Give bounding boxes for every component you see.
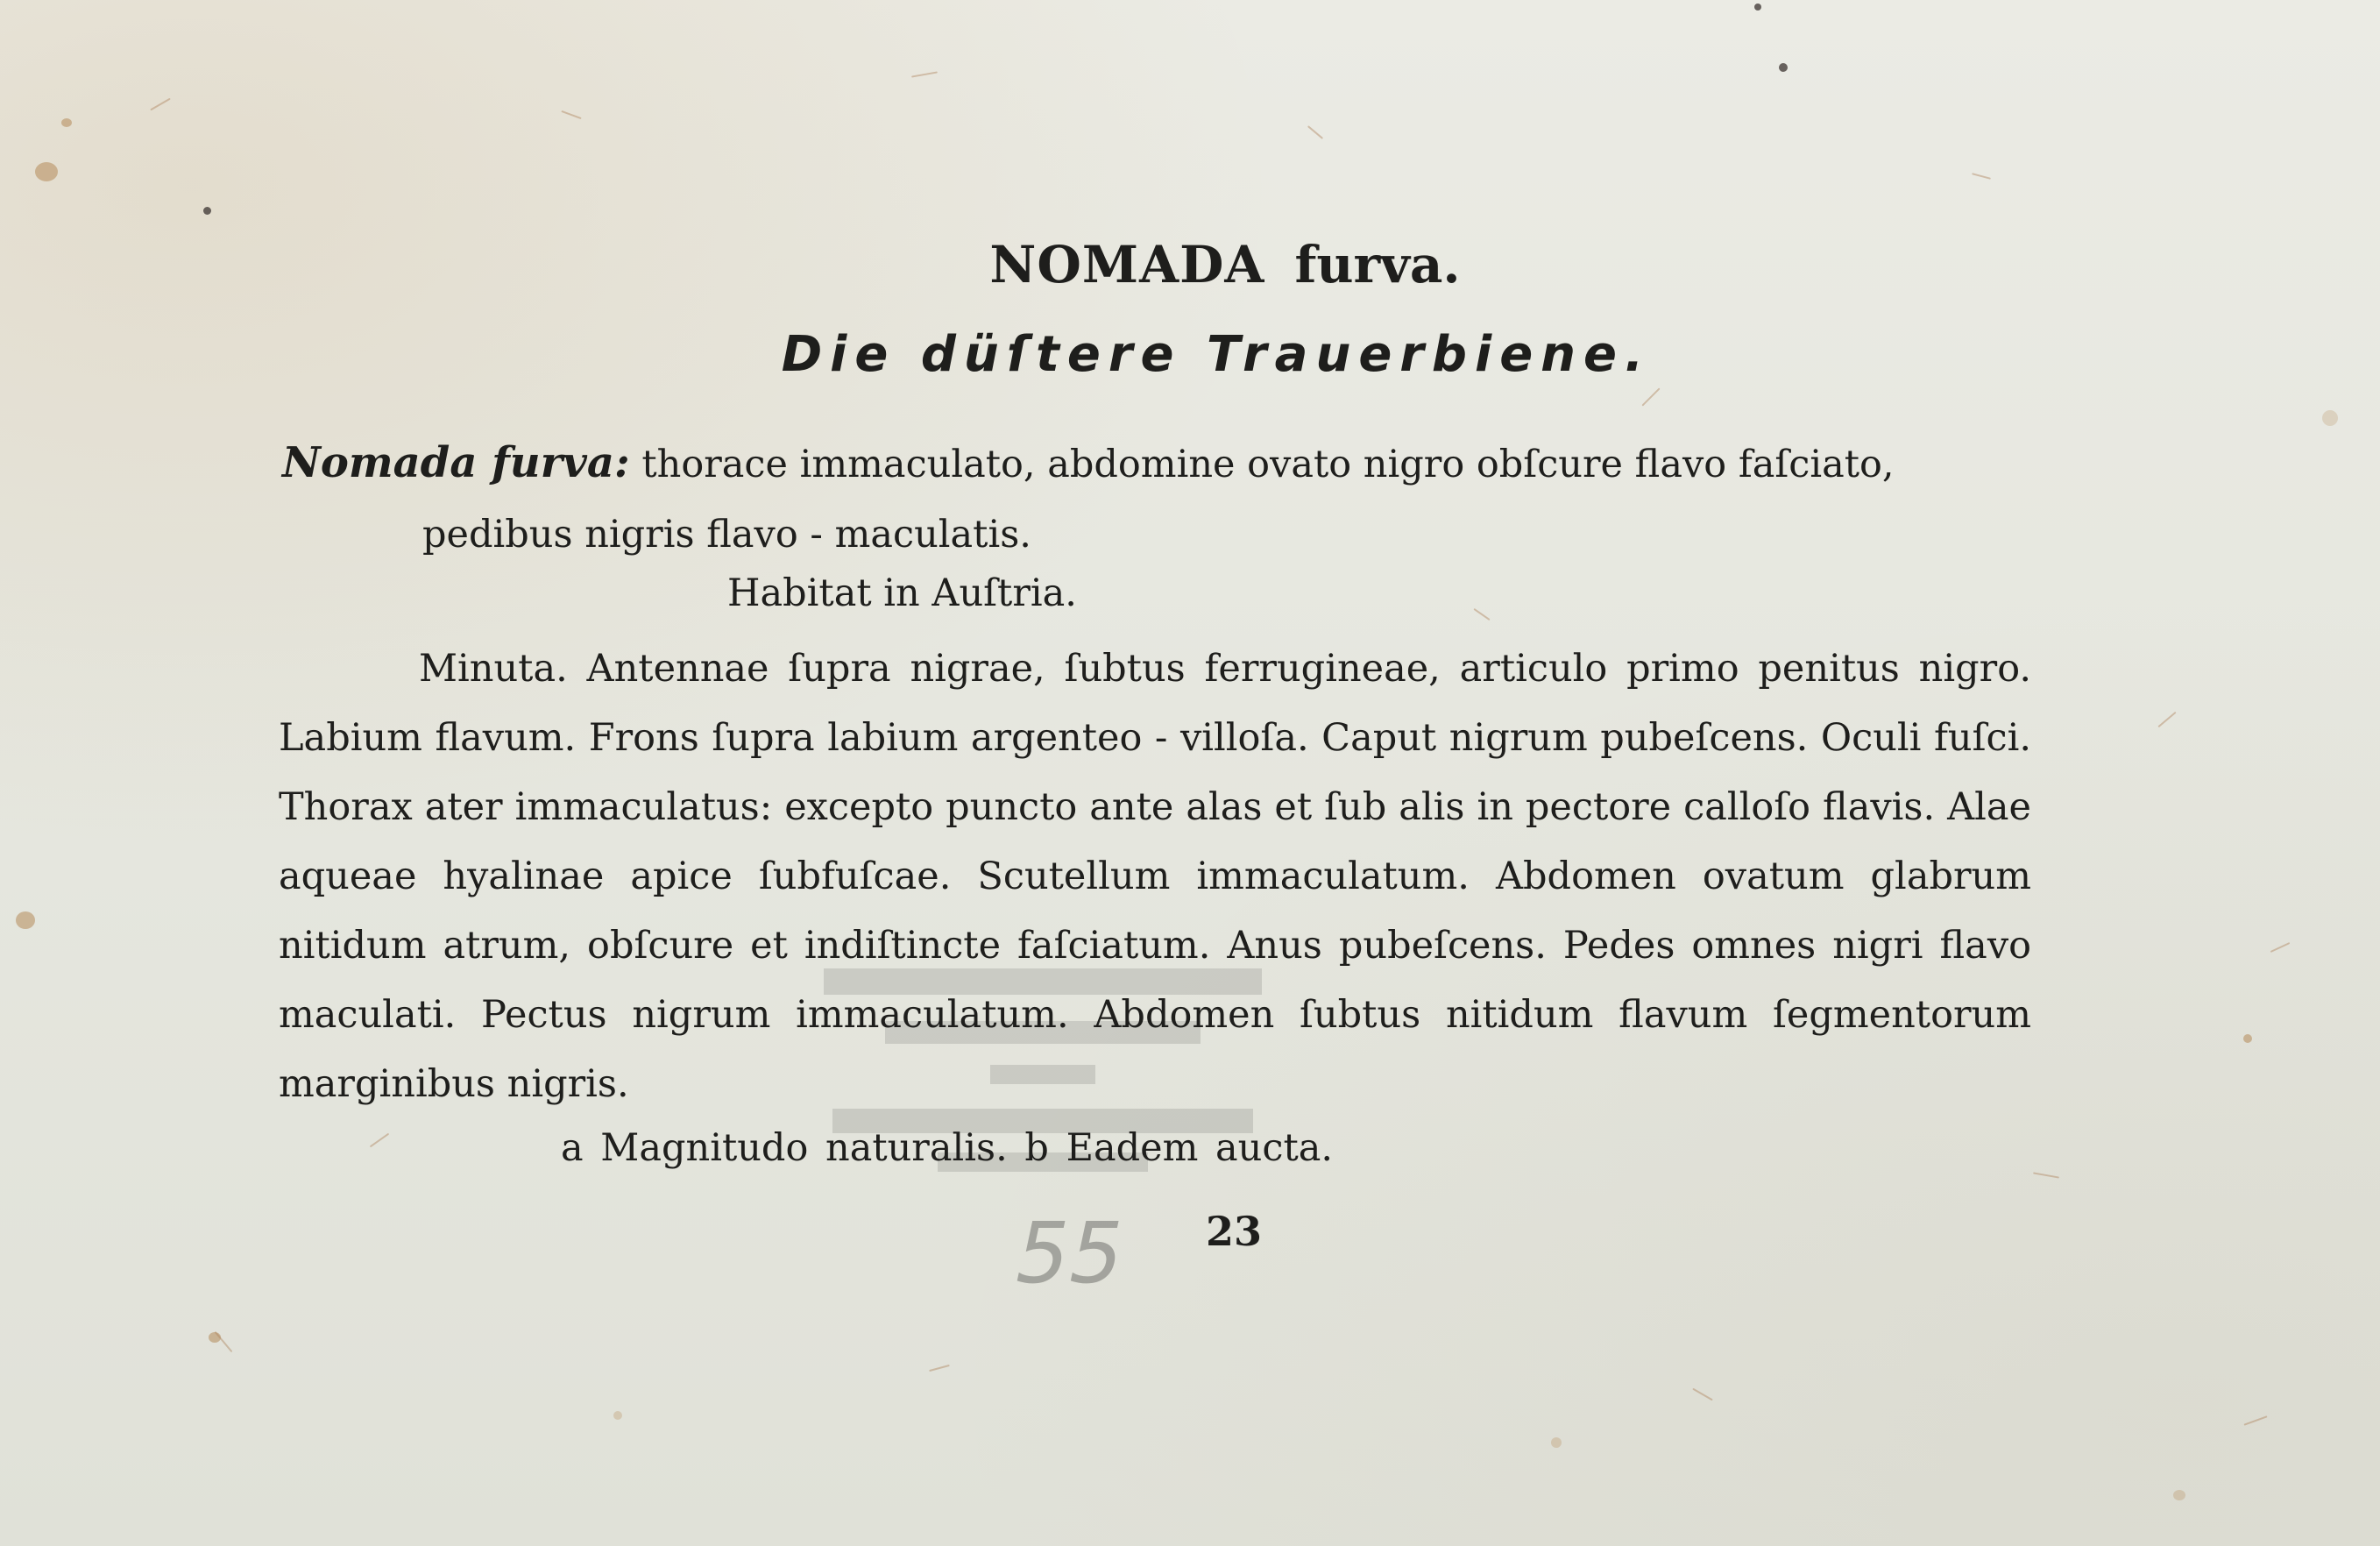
paper-foxing-spot (61, 118, 72, 127)
paper-fiber (2244, 1415, 2268, 1425)
paper-fiber (1473, 608, 1490, 621)
description-paragraph: Minuta. Antennae ſupra nigrae, ſubtus ferrugineae, articulo primo penitus nigro. Labium flavum. Frons ſupra labium argenteo - villoſa. Caput nigrum pubeſcens. Oculi fuſci. Thorax ater immaculatus: excepto puncto ante alas et ſub alis in pectore calloſo flavis. Alae aqueae hyalinae apice ſubfuſcae. Scutellum immaculatum. Abdomen ovatum glabrum nitidum atrum, obſcure et indiſtincte faſciatum. Anus pubeſcens. Pedes omnes nigri flavo maculati. Pectus nigrum immaculatum. Abdomen ſubtus nitidum flavum ſegmentorum marginibus nigris. (279, 647, 2031, 1106)
paper-fiber (2270, 942, 2291, 953)
paper-foxing-spot (1551, 1437, 1562, 1448)
german-common-name: Die düſtere Trauerbiene. (781, 326, 1652, 383)
paper-foxing-spot (35, 162, 58, 181)
genus-name: NOMADA (989, 235, 1265, 294)
paper-fiber (1972, 173, 1991, 180)
paper-fiber (150, 98, 171, 111)
paper-fiber (2033, 1172, 2059, 1178)
paper-fiber (1641, 387, 1660, 406)
diagnosis-line-1: thorace immaculato, abdomine ovato nigro obſcure flavo faſciato, (641, 443, 1895, 486)
paper-foxing-spot (2243, 1034, 2252, 1043)
diagnosis-lead: Nomada furva: (282, 438, 630, 487)
page-title (0, 235, 2380, 294)
paper-foxing-spot (2173, 1490, 2185, 1500)
species-diagnosis (282, 428, 2052, 570)
ink-speck (1779, 63, 1788, 72)
paper-foxing-spot (16, 911, 35, 929)
paper-fiber (370, 1133, 389, 1148)
paper-fiber (1692, 1388, 1713, 1401)
paper-fiber (561, 110, 581, 119)
ink-speck (203, 207, 211, 215)
paper-fiber (929, 1365, 950, 1372)
page-number: 23 (1206, 1208, 1263, 1255)
species-name: furva. (1294, 235, 1461, 294)
ink-speck (1754, 4, 1761, 11)
paper-fiber (1307, 125, 1323, 139)
habitat-line: Habitat in Auſtria. (727, 571, 1077, 615)
paper-foxing-spot (613, 1411, 622, 1420)
paper-fiber (911, 71, 938, 77)
diagnosis-line-2: pedibus nigris flavo - maculatis. (422, 513, 1031, 557)
paper-fiber (2157, 712, 2176, 727)
pencil-annotation: 55 (1006, 1204, 1135, 1302)
figure-caption: a Magnitudo naturalis. b Eadem aucta. (561, 1126, 1334, 1170)
paper-foxing-spot (2322, 410, 2338, 426)
